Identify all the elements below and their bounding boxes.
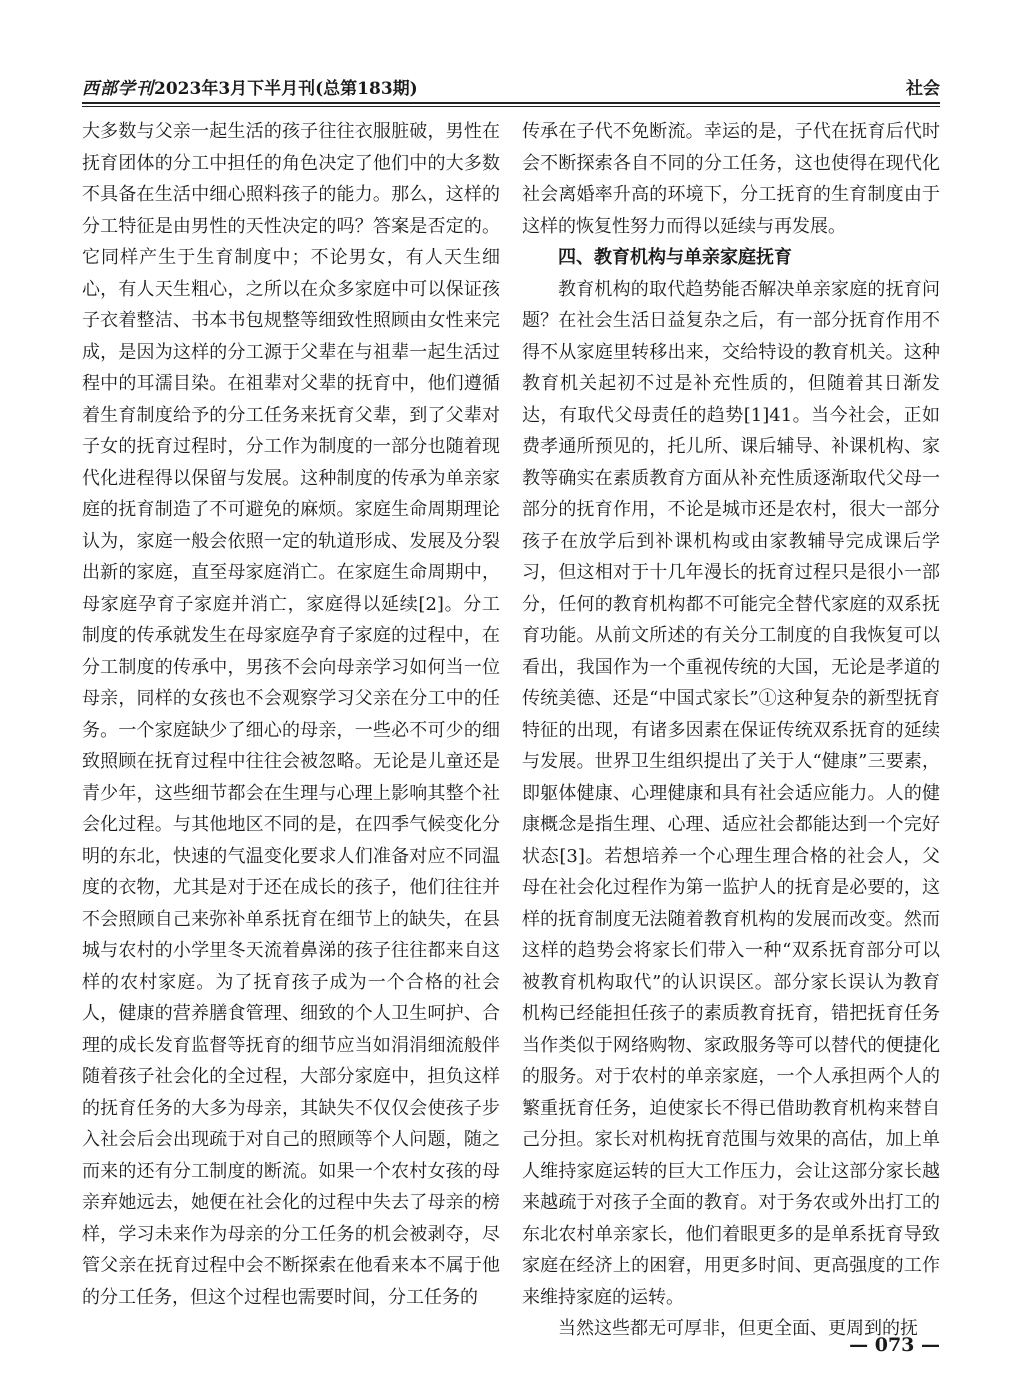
header-left bbox=[82, 74, 418, 99]
running-header bbox=[82, 74, 940, 98]
header-rule-thick bbox=[82, 102, 940, 104]
issue-info: 2023年3月下半月刊(总第183期) bbox=[154, 79, 418, 99]
left-column bbox=[82, 116, 500, 1313]
right-paragraph-2: 教育机构的取代趋势能否解决单亲家庭的抚育问题？在社会生活日益复杂之后，有一部分抚育作用不得不从家庭里转移出来，交给特设的教育机关。这种教育机关起初不过是补充性质的，但随着其日渐发达，有取代父母责任的趋势[1]41。当今社会，正如费孝通所预见的，托儿所、课后辅导、补课机构、家教等确实在素质教育方面从补充性质逐渐取代父母一部分的抚育作用，不论是城市还是农村，很大一部分孩子在放学后到补课机构或由家教辅导完成课后学习，但这相对于十几年漫长的抚育过程只是很小一部分，任何的教育机构都不可能完全替代家庭的双系抚育功能。从前文所述的有关分工制度的自我恢复可以看出，我国作为一个重视传统的大国，无论是孝道的传统美德、还是“中国式家长”①这种复杂的新型抚育特征的出现，有诸多因素在保证传统双系抚育的延续与发展。世界卫生组织提出了关于人“健康”三要素，即躯体健康、心理健康和具有社会适应能力。人的健康概念是指生理、心理、适应社会都能达到一个完好状态[3]。若想培养一个心理生理合格的社会人，父母在社会化过程作为第一监护人的抚育是必要的，这样的抚育制度无法随着教育机构的发展而改变。然而这样的趋势会将家长们带入一种“双系抚育部分可以被教育机构取代”的认识误区。部分家长误认为教育机构已经能担任孩子的素质教育抚育，错把抚育任务当作类似于网络购物、家政服务等可以替代的便捷化的服务。对于农村的单亲家庭，一个人承担两个人的繁重抚育任务，迫使家长不得已借助教育机构来替自己分担。家长对机构抚育范围与效果的高估，加上单人维持家庭运转的巨大工作压力，会让这部分家长越来越疏于对孩子全面的教育。对于务农或外出打工的东北农村单亲家长，他们着眼更多的是单系抚育导致家庭在经济上的困窘，用更多时间、更高强度的工作来维持家庭的运转。 bbox=[522, 278, 940, 1308]
page-number: — 073 — bbox=[849, 1334, 940, 1356]
right-paragraph-3: 当然这些都无可厚非，但更全面、更周到的抚 bbox=[558, 1318, 918, 1339]
section-label: 社会 bbox=[906, 79, 940, 99]
right-paragraph-1: 传承在子代不免断流。幸运的是，子代在抚育后代时会不断探索各自不同的分工任务，这也使得在现代化社会离婚率升高的环境下，分工抚育的生育制度由于这样的恢复性努力而得以延续与再发展。 bbox=[522, 121, 940, 237]
left-paragraph-1: 大多数与父亲一起生活的孩子往往衣服脏破，男性在抚育团体的分工中担任的角色决定了他们中的大多数不具备在生活中细心照料孩子的能力。那么，这样的分工特征是由男性的天性决定的吗？答案是否定的。它同样产生于生育制度中；不论男女，有人天生细心，有人天生粗心，之所以在众多家庭中可以保证孩子衣着整洁、书本书包规整等细致性照顾由女性来完成，是因为这样的分工源于父辈在与祖辈一起生活过程中的耳濡目染。在祖辈对父辈的抚育中，他们遵循着生育制度给予的分工任务来抚育父辈，到了父辈对子女的抚育过程时，分工作为制度的一部分也随着现代化进程得以保留与发展。这种制度的传承为单亲家庭的抚育制造了不可避免的麻烦。家庭生命周期理论认为，家庭一般会依照一定的轨道形成、发展及分裂出新的家庭，直至母家庭消亡。在家庭生命周期中，母家庭孕育子家庭并消亡，家庭得以延续[2]。分工制度的传承就发生在母家庭孕育子家庭的过程中，在分工制度的传承中，男孩不会向母亲学习如何当一位母亲，同样的女孩也不会观察学习父亲在分工中的任务。一个家庭缺少了细心的母亲，一些必不可少的细致照顾在抚育过程中往往会被忽略。无论是儿童还是青少年，这些细节都会在生理与心理上影响其整个社会化过程。与其他地区不同的是，在四季气候变化分明的东北，快速的气温变化要求人们准备对应不同温度的衣物，尤其是对于还在成长的孩子，他们往往并不会照顾自己来弥补单系抚育在细节上的缺失，在县城与农村的小学里冬天流着鼻涕的孩子往往都来自这样的农村家庭。为了抚育孩子成为一个合格的社会人，健康的营养膳食管理、细致的个人卫生呵护、合理的成长发育监督等抚育的细节应当如涓涓细流般伴随着孩子社会化的全过程，大部分家庭中，担负这样的抚育任务的大多为母亲，其缺失不仅仅会使孩子步入社会后会出现疏于对自己的照顾等个人问题，随之而来的还有分工制度的断流。如果一个农村女孩的母亲弃她远去，她便在社会化的过程中失去了母亲的榜样，学习未来作为母亲的分工任务的机会被剥夺，尽管父亲在抚育过程中会不断探索在他看来本不属于他的分工任务，但这个过程也需要时间，分工任务的 bbox=[82, 121, 500, 1308]
right-column bbox=[522, 116, 940, 1345]
header-rule-thin bbox=[82, 106, 940, 107]
section-heading: 四、教育机构与单亲家庭抚育 bbox=[558, 247, 792, 268]
journal-logo: 西部学刊 bbox=[82, 79, 154, 99]
